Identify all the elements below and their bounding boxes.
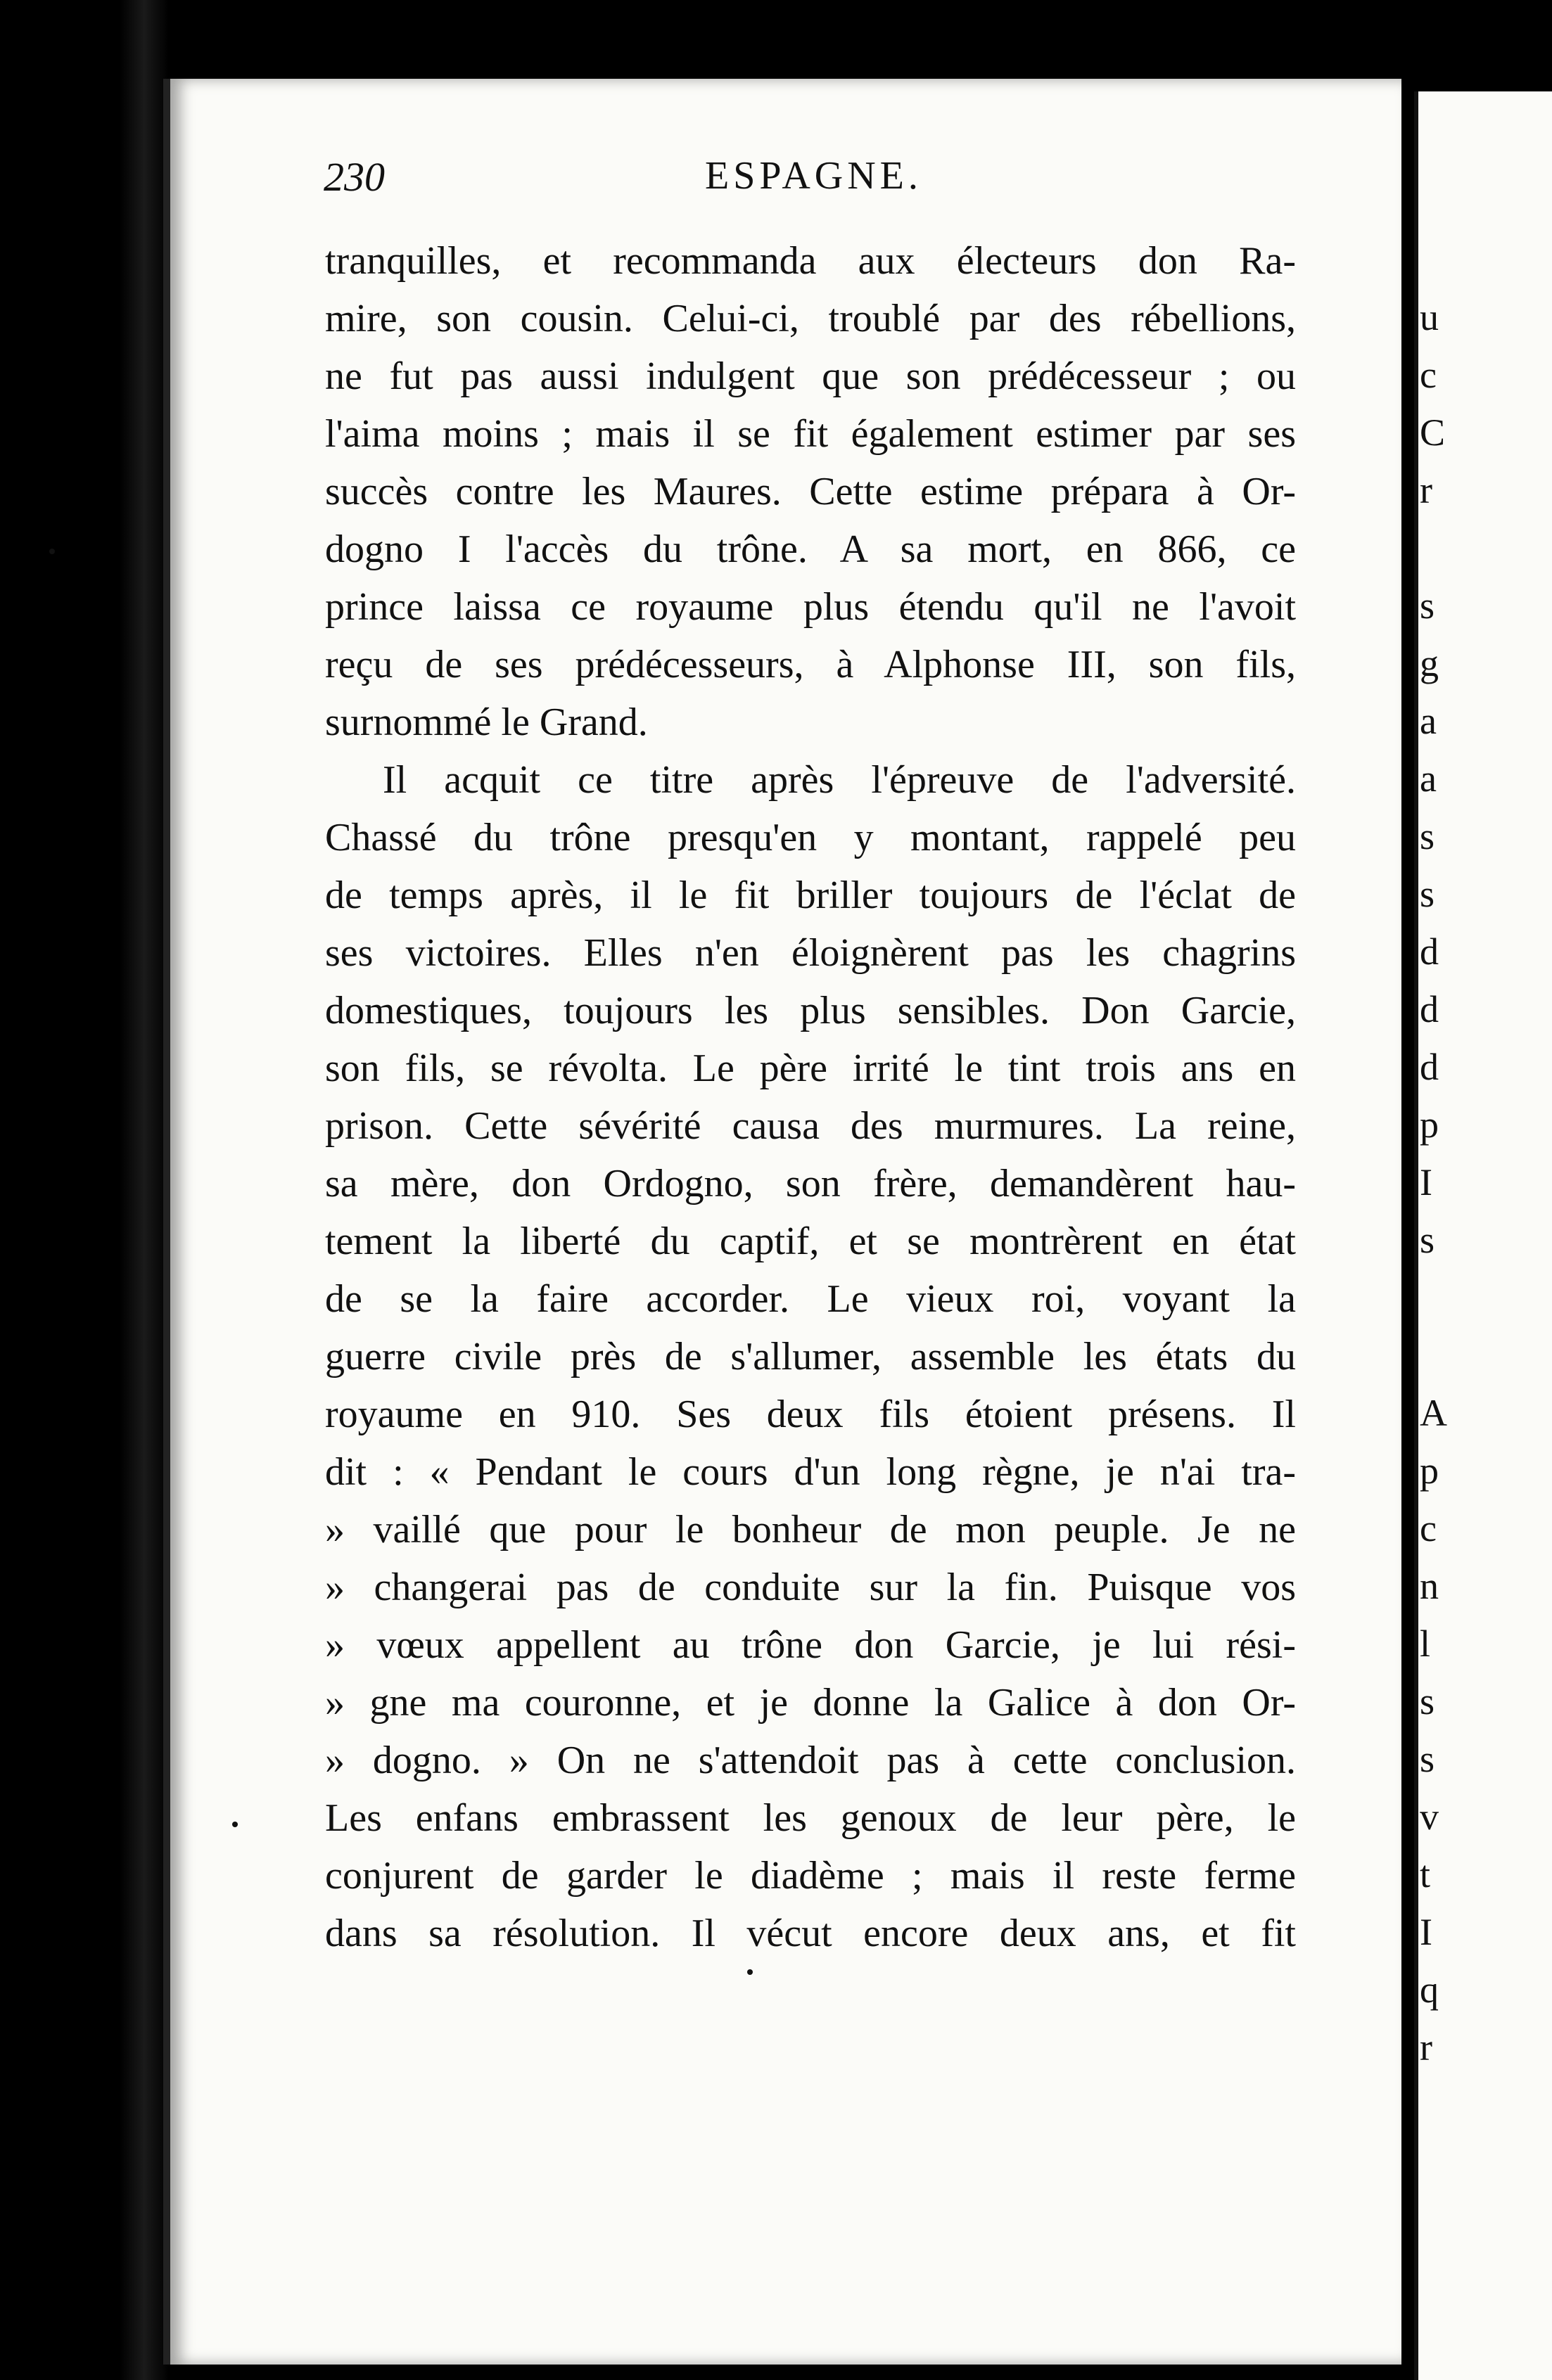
text-line: Il acquit ce titre après l'épreuve de l'adversité. [383,758,1296,802]
adjacent-letter: r [1420,2026,1432,2068]
page-number: 230 [324,154,385,200]
adjacent-letter: q [1420,1969,1439,2011]
text-line: dans sa résolution. Il vécut encore deux ans, et fit [325,1912,1296,1955]
adjacent-letter: t [1420,1853,1431,1895]
text-line: tranquilles, et recommanda aux électeurs don Ra- [325,239,1296,283]
text-line: sa mère, don Ordogno, son frère, demandèrent hau- [325,1162,1296,1205]
adjacent-letter: a [1420,700,1437,742]
adjacent-letter: s [1420,1680,1435,1722]
adjacent-letter: A [1420,1392,1447,1434]
text-line: » vaillé que pour le bonheur de mon peuple. Je ne [325,1508,1296,1552]
adjacent-letter [1420,1269,1552,1326]
text-line: dit : « Pendant le cours d'un long règne, je n'ai tra- [325,1450,1296,1494]
adjacent-letter: v [1420,1796,1439,1838]
text-line: de temps après, il le fit briller toujours de l'éclat de [325,874,1296,917]
adjacent-letter: s [1420,1738,1435,1780]
text-line: ne fut pas aussi indulgent que son prédécesseur ; ou [325,354,1296,398]
text-line: » vœux appellent au trône don Garcie, je lui rési- [325,1623,1296,1667]
text-line: domestiques, toujours les plus sensibles. Don Garcie, [325,989,1296,1032]
text-line: dogno I l'accès du trône. A sa mort, en 866, ce [325,527,1296,571]
adjacent-letter: I [1420,1911,1432,1953]
adjacent-letter: p [1420,1103,1439,1146]
text-line: prison. Cette sévérité causa des murmures. La reine, [325,1104,1296,1148]
book-gutter [120,0,169,2380]
adjacent-letter: c [1420,354,1437,396]
text-line: conjurent de garder le diadème ; mais il reste ferme [325,1854,1296,1898]
adjacent-letter: C [1420,411,1446,454]
adjacent-letter: p [1420,1450,1439,1492]
adjacent-page-text [1420,288,1552,2076]
adjacent-letter: g [1420,642,1439,684]
adjacent-letter: d [1420,1046,1439,1088]
adjacent-letter: l [1420,1623,1431,1665]
adjacent-letter: d [1420,988,1439,1030]
ink-speck [747,1969,753,1975]
text-line: Les enfans embrassent les genoux de leur père, le [325,1796,1296,1840]
body-text [325,232,1296,1962]
ink-speck [49,549,55,554]
text-line: » changerai pas de conduite sur la fin. Puisque vos [325,1566,1296,1609]
adjacent-letter: d [1420,930,1439,973]
text-line: » dogno. » On ne s'attendoit pas à cette conclusion. [325,1739,1296,1782]
text-line: succès contre les Maures. Cette estime prépara à Or- [325,470,1296,513]
adjacent-letter: u [1420,296,1439,338]
text-line: guerre civile près de s'allumer, assemble les états du [325,1335,1296,1378]
text-line: mire, son cousin. Celui-ci, troublé par des rébellions, [325,297,1296,340]
ink-speck [232,1822,238,1827]
adjacent-letter: c [1420,1507,1437,1549]
adjacent-letter: a [1420,757,1437,800]
adjacent-letter: n [1420,1565,1439,1607]
running-head [163,153,1303,210]
text-line: Chassé du trône presqu'en y montant, rappelé peu [325,816,1296,859]
adjacent-letter: s [1420,815,1435,857]
adjacent-letter: s [1420,873,1435,915]
text-line: tement la liberté du captif, et se montrèrent en état [325,1220,1296,1263]
text-line: royaume en 910. Ses deux fils étoient présens. Il [325,1393,1296,1436]
adjacent-letter [1420,1326,1552,1384]
text-line: » gne ma couronne, et je donne la Galice à don Or- [325,1681,1296,1725]
text-line: l'aima moins ; mais il se fit également estimer par ses [325,412,1296,456]
adjacent-letter: r [1420,469,1432,511]
adjacent-letter: s [1420,1219,1435,1261]
adjacent-letter [1420,519,1552,577]
text-line: ses victoires. Elles n'en éloignèrent pas les chagrins [325,931,1296,975]
text-line: reçu de ses prédécesseurs, à Alphonse III, son fils, [325,643,1296,686]
text-line: prince laissa ce royaume plus étendu qu'il ne l'avoit [325,585,1296,629]
adjacent-letter: I [1420,1161,1432,1203]
page-title: ESPAGNE. [705,154,922,198]
adjacent-letter: s [1420,584,1435,627]
text-line: son fils, se révolta. Le père irrité le tint trois ans en [325,1047,1296,1090]
text-line: de se la faire accorder. Le vieux roi, voyant la [325,1277,1296,1321]
text-line: surnommé le Grand. [325,700,648,744]
